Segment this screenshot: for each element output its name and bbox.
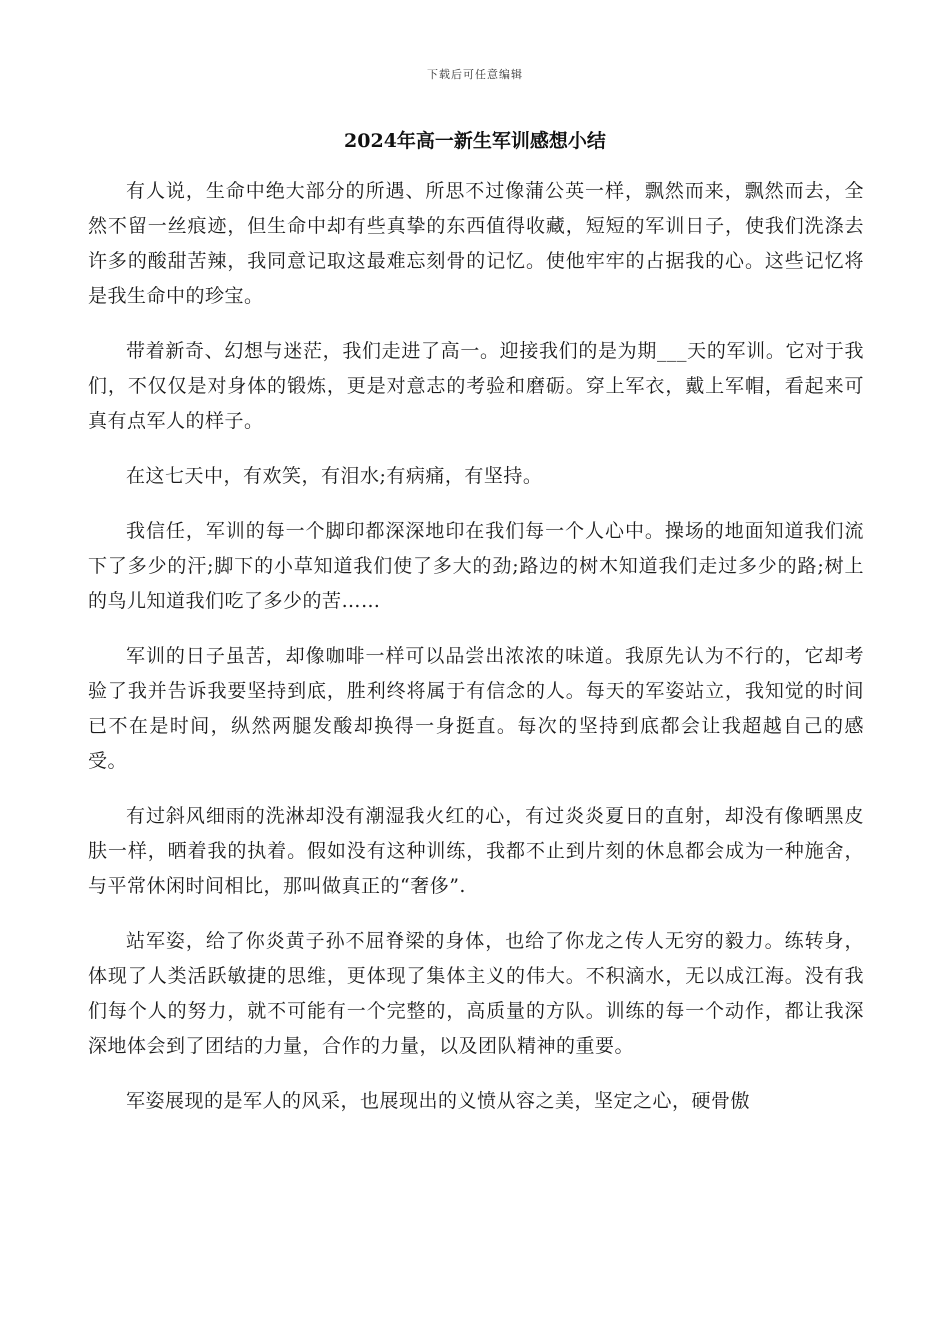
paragraph: 军训的日子虽苦，却像咖啡一样可以品尝出浓浓的味道。我原先认为不行的，它却考验了我并告诉我要坚持到底，胜利终将属于有信念的人。每天的军姿站立，我知觉的时间已不在是时间，纵然两腿发酸却换得一身挺直。每次的坚持到底都会让我超越自己的感受。 [88,645,864,772]
paragraph: 在这七天中，有欢笑，有泪水;有病痛，有坚持。 [126,465,543,487]
paragraph: 有过斜风细雨的洗淋却没有潮湿我火红的心，有过炎炎夏日的直射，却没有像晒黑皮肤一样，晒着我的执着。假如没有这种训练，我都不止到片刻的休息都会成为一种施舍，与平常休闲时间相比，那叫做真正的“奢侈”. [88,805,864,897]
document-title: 2024年高一新生军训感想小结 [344,130,606,152]
header-note: 下载后可任意编辑 [427,68,523,81]
paragraph: 军姿展现的是军人的风采，也展现出的义愤从容之美，坚定之心，硬骨傲 [126,1090,751,1112]
paragraph: 带着新奇、幻想与迷茫，我们走进了高一。迎接我们的是为期___天的军训。它对于我们，不仅仅是对身体的锻炼，更是对意志的考验和磨砺。穿上军衣，戴上军帽，看起来可真有点军人的样子。 [88,340,864,432]
paragraph: 我信任，军训的每一个脚印都深深地印在我们每一个人心中。操场的地面知道我们流下了多少的汗;脚下的小草知道我们使了多大的劲;路边的树木知道我们走过多少的路;树上的鸟儿知道我们吃了多少的苦…… [88,520,864,612]
paragraph: 有人说，生命中绝大部分的所遇、所思不过像蒲公英一样，飘然而来，飘然而去，全然不留一丝痕迹，但生命中却有些真挚的东西值得收藏，短短的军训日子，使我们洗涤去许多的酸甜苦辣，我同意记取这最难忘刻骨的记忆。使他牢牢的占据我的心。这些记忆将是我生命中的珍宝。 [88,180,864,307]
paragraph: 站军姿，给了你炎黄子孙不屈脊梁的身体，也给了你龙之传人无穷的毅力。练转身，体现了人类活跃敏捷的思维，更体现了集体主义的伟大。不积滴水，无以成江海。没有我们每个人的努力，就不可能有一个完整的，高质量的方队。训练的每一个动作，都让我深深地体会到了团结的力量，合作的力量，以及团队精神的重要。 [88,930,864,1057]
document-body [88,174,864,1139]
